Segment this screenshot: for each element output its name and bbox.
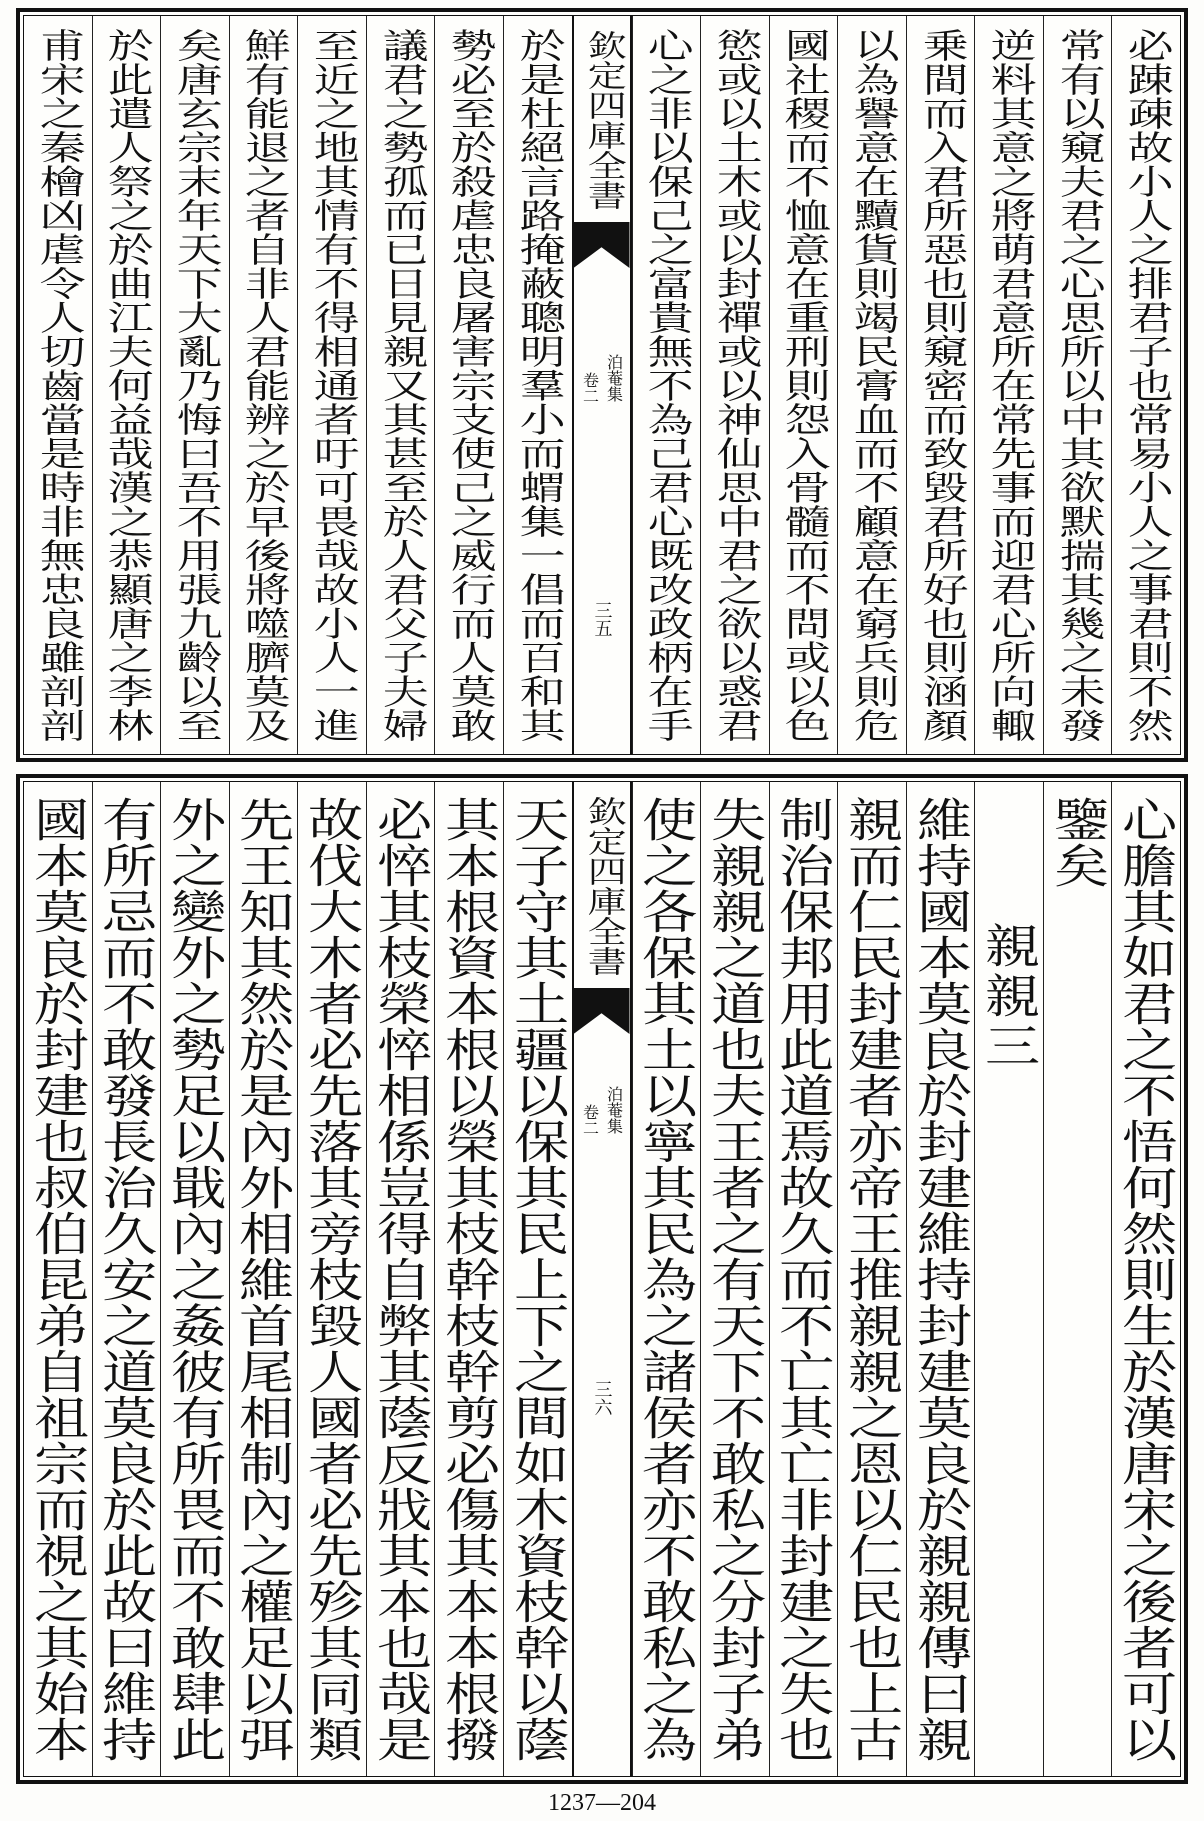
text-column (974, 16, 1043, 754)
column-text: 勢必至於殺虐忠良屠害宗支使己之威行而人莫敢 (442, 28, 497, 742)
book-title: 泊菴集 (604, 354, 624, 402)
column-text: 親而仁民封建者亦帝王推親親之恩以仁民也上古 (839, 796, 905, 1762)
text-column (769, 16, 838, 754)
text-column (160, 782, 229, 1776)
column-text: 必悴其枝榮悴相係豈得自弊其蔭反戕其本也哉是 (368, 796, 433, 1762)
column-text: 外之變外之勢足以戢內之姦彼有所畏而不敢肆此 (162, 796, 228, 1762)
column-text: 慾或以土木或以封禪或以神仙思中君之欲以惑君 (707, 28, 762, 742)
text-column (503, 16, 572, 754)
column-text: 天子守其土疆以保其民上下之間如木資枝幹以蔭 (505, 796, 571, 1762)
upper-half-page (16, 8, 1188, 762)
column-text: 以為譽意在黷貨則竭民膏血而不顧意在窮兵則危 (844, 28, 899, 742)
text-column (1043, 782, 1112, 1776)
text-column (297, 782, 366, 1776)
column-text: 至近之地其情有不得相通者吁可畏哉故小人一進 (305, 28, 360, 742)
column-text: 矣唐玄宗末年天下大亂乃悔曰吾不用張九齡以至 (167, 28, 222, 742)
text-column (1111, 782, 1180, 1776)
fishtail-mark (574, 988, 630, 1034)
lower-half-page (16, 774, 1188, 1784)
text-column (906, 16, 975, 754)
text-column (434, 782, 503, 1776)
column-text: 於此遣人祭之於曲江夫何益哉漢之恭顯唐之李林 (99, 28, 154, 742)
column-text: 使之各保其土以寧其民為之諸侯者亦不敢私之為 (633, 796, 699, 1762)
section-title: 親親三 (976, 922, 1042, 1072)
upper-text-grid (23, 15, 1181, 755)
text-column (24, 16, 92, 754)
text-column (366, 16, 435, 754)
page-number: 三六 (591, 1380, 613, 1416)
juan-number: 卷二 (580, 372, 600, 404)
column-text: 國本莫良於封建也叔伯昆弟自祖宗而視之其始本 (25, 796, 91, 1762)
juan-number: 卷二 (580, 1104, 600, 1136)
banxin-column (572, 16, 632, 754)
column-text: 議君之勢孤而已日見親又其甚至於人君父子夫婦 (373, 28, 428, 742)
book-title: 泊菴集 (604, 1086, 624, 1134)
text-column (632, 782, 701, 1776)
column-text: 故伐大木者必先落其旁枝毀人國者必先殄其同類 (299, 796, 365, 1762)
text-column (837, 16, 906, 754)
column-text: 甫宋之秦檜凶虐令人切齒當是時非無忠良雖剖剖 (30, 28, 85, 742)
column-text: 於是杜絕言路掩蔽聰明羣小而蝟集一倡而百和其 (510, 28, 565, 742)
text-column (1111, 16, 1180, 754)
text-column (366, 782, 435, 1776)
text-column (837, 782, 906, 1776)
page-number: 三五 (591, 601, 613, 637)
column-text: 有所忌而不敢發長治久安之道莫良於此故曰維持 (93, 796, 159, 1762)
banxin-title: 欽定四庫全書 (579, 796, 625, 976)
section-title-column (974, 782, 1043, 1776)
text-column (229, 16, 298, 754)
text-column (1043, 16, 1112, 754)
column-text: 先王知其然於是內外相維首尾相制內之權足以弭 (231, 796, 296, 1762)
text-column (24, 782, 92, 1776)
text-column (906, 782, 975, 1776)
text-column (700, 782, 769, 1776)
banxin-column (572, 782, 632, 1776)
column-text: 必踈疎故小人之排君子也常易小人之事君則不然 (1119, 28, 1174, 742)
text-column (503, 782, 572, 1776)
text-column (700, 16, 769, 754)
text-column (92, 16, 161, 754)
column-text: 制治保邦用此道焉故久而不亡其亡非封建之失也 (771, 796, 836, 1762)
column-text: 其本根資本根以榮其枝幹枝幹剪必傷其本本根撥 (436, 796, 502, 1762)
lower-text-grid (23, 781, 1181, 1777)
text-column (769, 782, 838, 1776)
footer-page-reference: 1237—204 (548, 1790, 656, 1816)
column-text: 常有以窺夫君之心思所以中其欲默揣其幾之未發 (1050, 28, 1105, 742)
text-column (297, 16, 366, 754)
text-column (92, 782, 161, 1776)
column-text: 逆料其意之將萌君意所在常先事而迎君心所向輙 (982, 28, 1037, 742)
banxin-title: 欽定四庫全書 (579, 30, 625, 210)
text-column (632, 16, 701, 754)
text-column (229, 782, 298, 1776)
column-text: 鑒矣 (1045, 796, 1111, 888)
column-text: 國社稷而不恤意在重刑則怨入骨髓而不問或以色 (776, 28, 831, 742)
fishtail-mark (574, 222, 630, 268)
column-text: 心膽其如君之不悟何然則生於漢唐宋之後者可以 (1113, 796, 1179, 1762)
column-text: 維持國本莫良於封建維持封建莫良於親親傳曰親 (908, 796, 973, 1762)
column-text: 鮮有能退之者自非人君能辨之於早後將噬臍莫及 (236, 28, 291, 742)
text-column (434, 16, 503, 754)
column-text: 乗間而入君所惡也則窺密而致毀君所好也則涵顏 (913, 28, 968, 742)
column-text: 心之非以保己之富貴無不為己君心既改政柄在手 (639, 28, 694, 742)
column-text: 失親親之道也夫王者之有天下不敢私之分封子弟 (702, 796, 768, 1762)
text-column (160, 16, 229, 754)
